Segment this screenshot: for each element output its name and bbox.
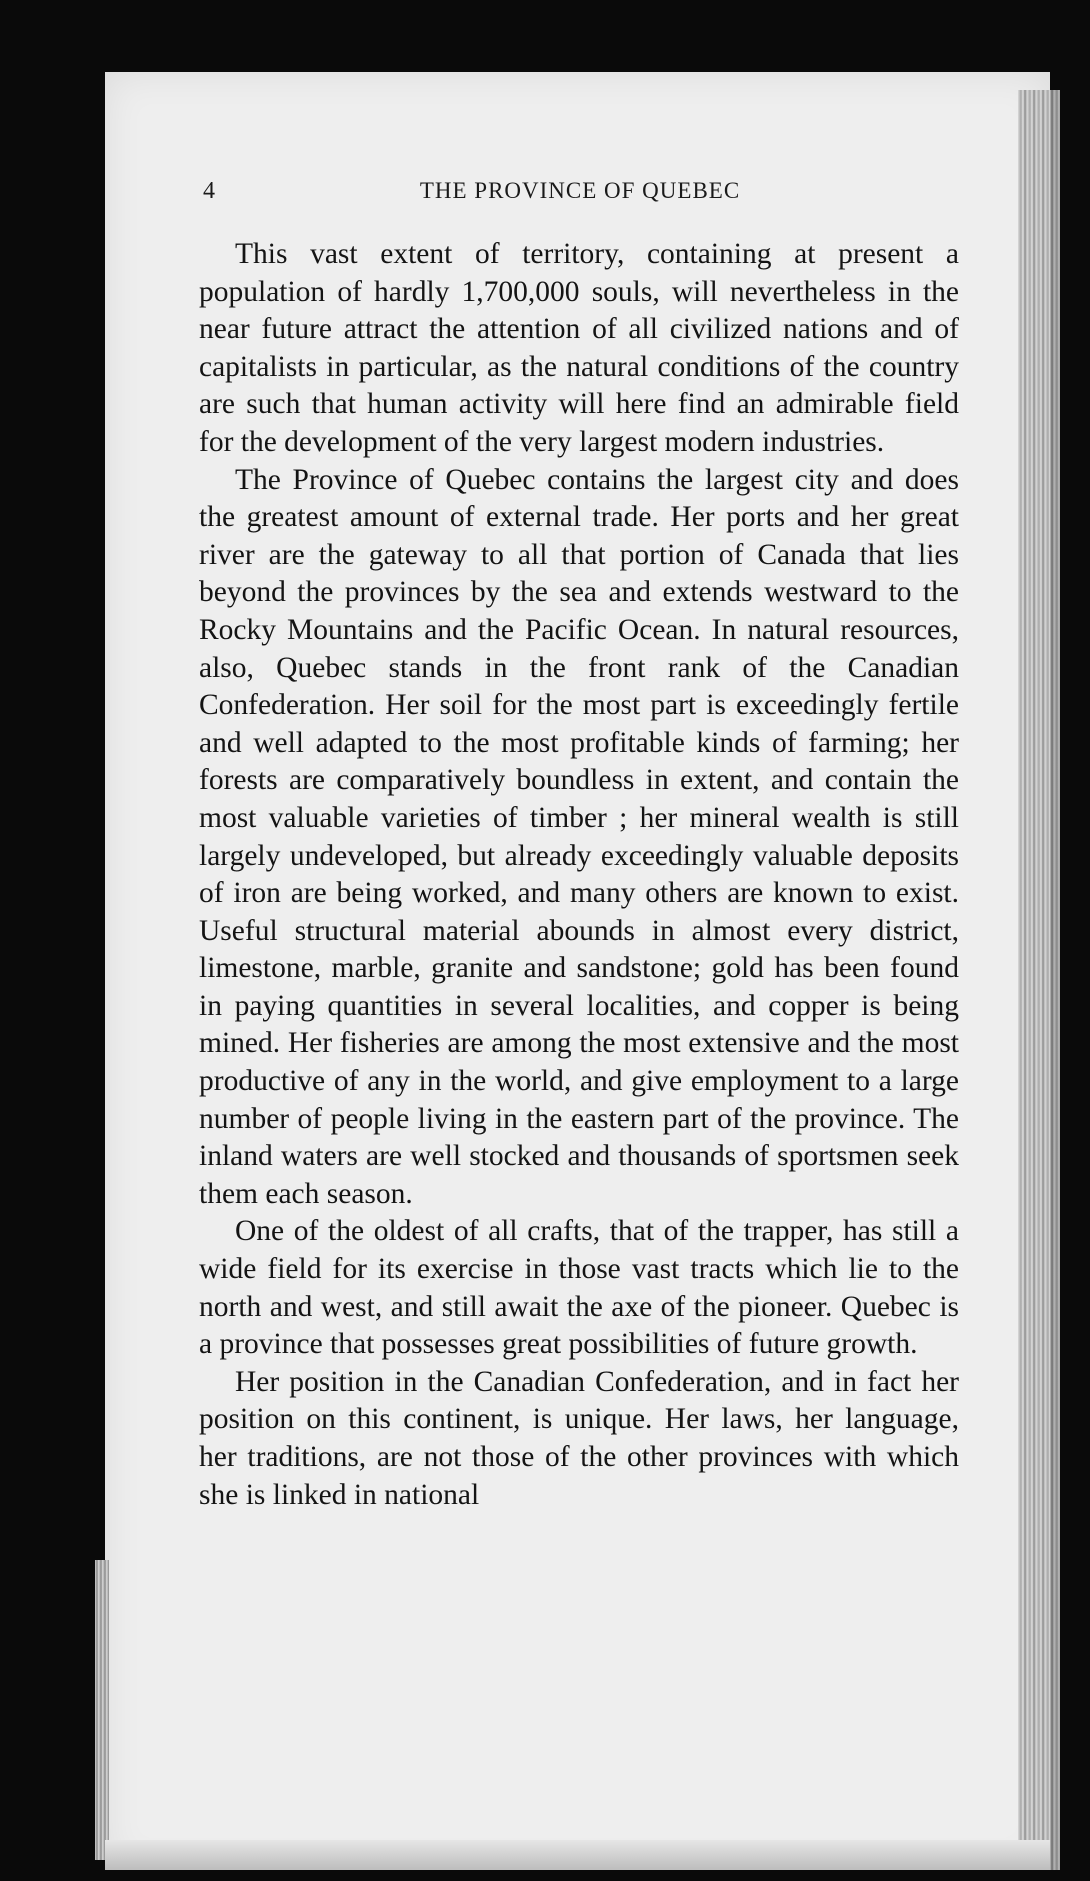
paragraph: The Province of Quebec contains the largest city and does the greatest amount of external trade. Her ports and her great river are the gateway to all that portion of Canada that lies beyond the provinces by the sea and extends westward to the Rocky Mountains and the Pacific Ocean. In natural resources, also, Quebec stands in the front rank of the Canadian Confederation. Her soil for the most part is exceedingly fertile and well adapted to the most profitable kinds of farming; her forests are comparatively boundless in extent, and contain the most valuable varieties of timber ; her mineral wealth is still largely undeveloped, but already exceedingly valuable deposits of iron are being worked, and many others are known to exist. Useful structural material abounds in almost every district, limestone, marble, granite and sandstone; gold has been found in paying quantities in several localities, and copper is being mined. Her fisheries are among the most extensive and the most productive of any in the world, and give employment to a large number of people living in the eastern part of the province. The inland waters are well stocked and thousands of sportsmen seek them each season.	[199, 463, 959, 1210]
page-edge-right	[1018, 90, 1060, 1870]
page-edge-left	[95, 1560, 109, 1860]
running-title: THE PROVINCE OF QUEBEC	[419, 178, 741, 203]
running-header	[195, 178, 965, 218]
paragraph: Her position in the Canadian Confederation, and in fact her position on this continent, is unique. Her laws, her language, her traditions, are not those of the other provinces with which she is linked in national	[199, 1365, 959, 1511]
page-bottom-edge	[105, 1840, 1050, 1870]
page-number: 4	[203, 178, 215, 204]
paragraph: This vast extent of territory, containing at present a population of hardly 1,700,000 souls, will nevertheless in the near future attract the attention of all civilized nations and of capitalists in particular, as the natural conditions of the country are such that human activity will here find an admirable field for the development of the very largest modern industries.	[199, 238, 959, 458]
body-text	[199, 236, 959, 1514]
paragraph: One of the oldest of all crafts, that of the trapper, has still a wide field for its exercise in those vast tracts which lie to the north and west, and still await the axe of the pioneer. Quebec is a province that possesses great possibilities of future growth.	[199, 1215, 959, 1361]
